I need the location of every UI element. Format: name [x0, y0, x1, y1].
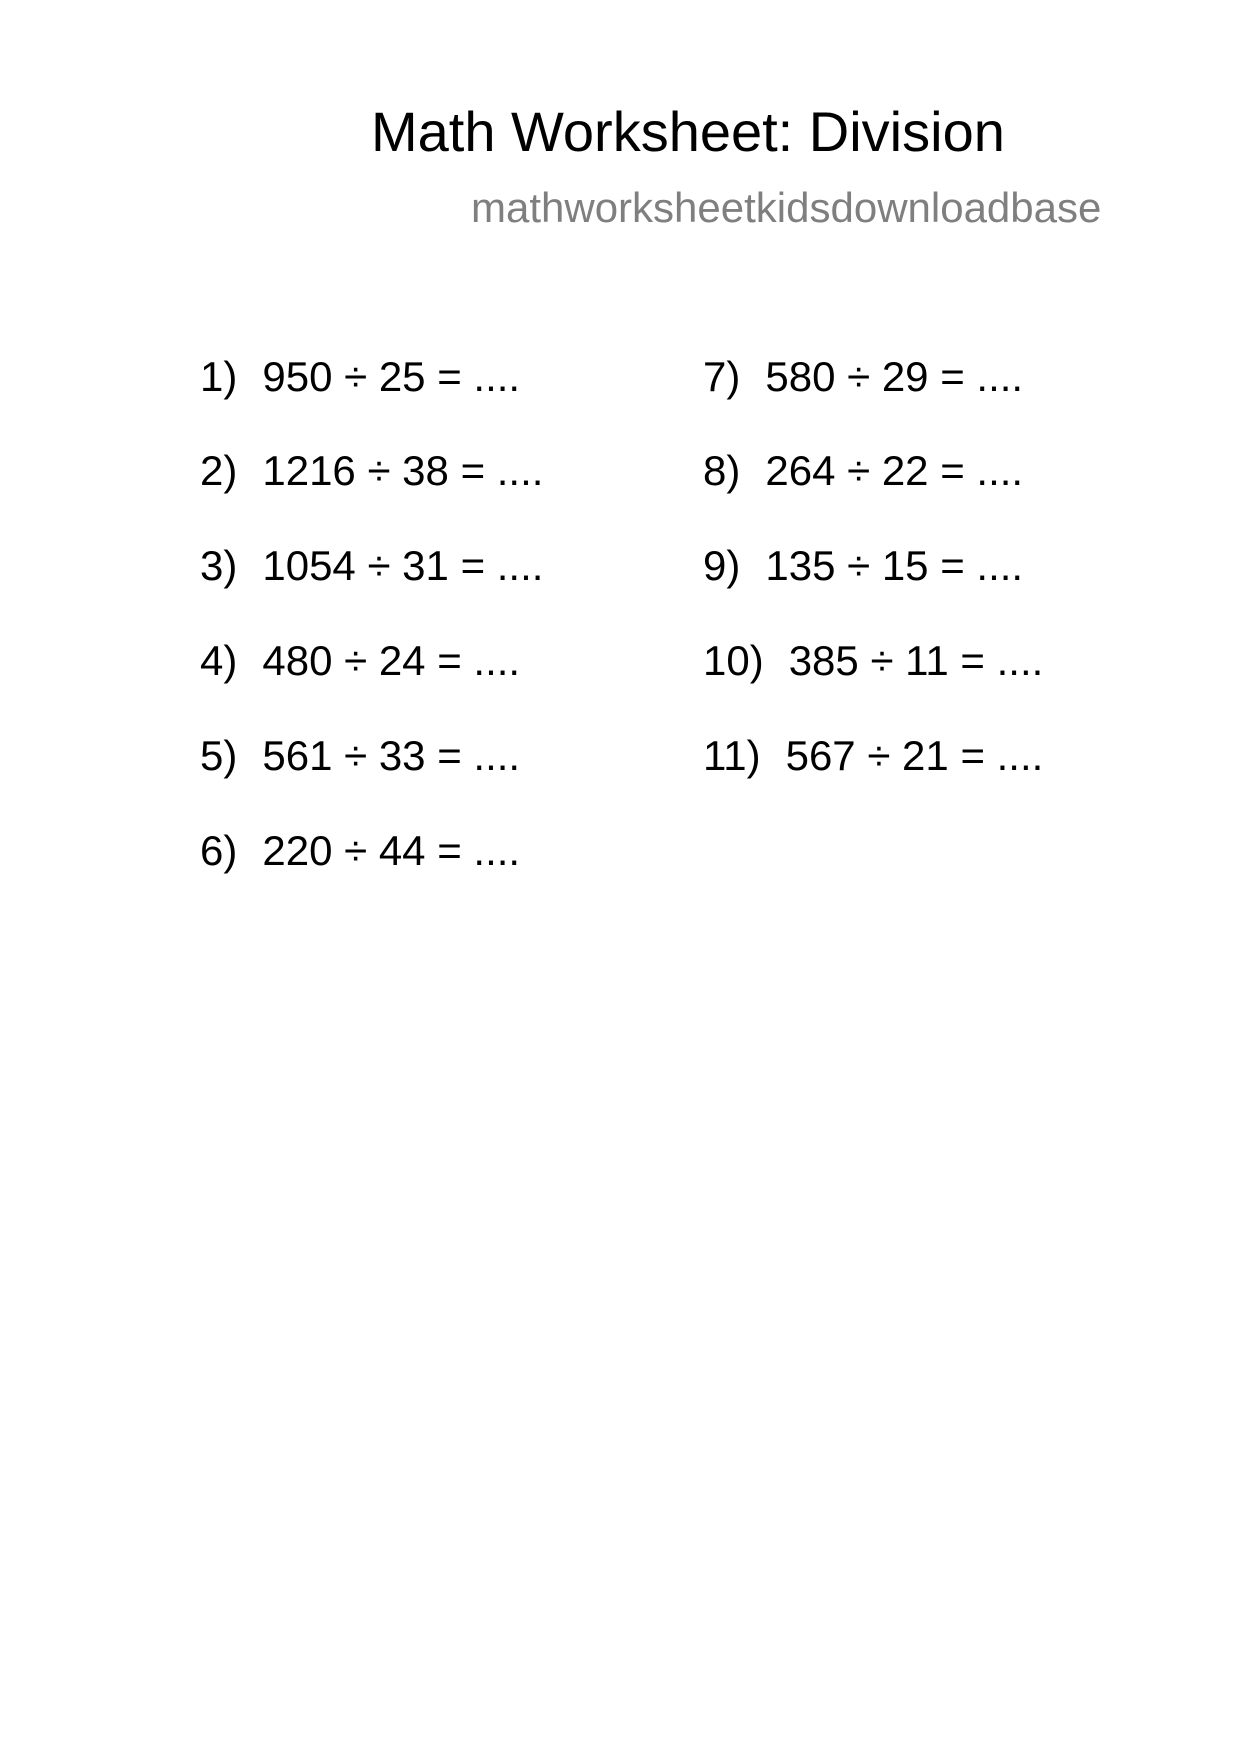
- problem-item: [200, 542, 543, 590]
- problem-number: 9): [703, 542, 741, 589]
- problem-item: [200, 827, 520, 875]
- problem-item: [703, 732, 1043, 780]
- problem-number: 3): [200, 542, 238, 589]
- problem-expression: 1216 ÷ 38 = ....: [262, 447, 544, 494]
- problem-item: [200, 353, 520, 401]
- problem-expression: 580 ÷ 29 = ....: [765, 353, 1024, 400]
- problem-number: 2): [200, 447, 238, 494]
- problem-expression: 135 ÷ 15 = ....: [765, 542, 1024, 589]
- problem-number: 6): [200, 827, 238, 874]
- problem-item: [703, 447, 1023, 495]
- problem-item: [200, 637, 520, 685]
- problem-expression: 480 ÷ 24 = ....: [262, 637, 521, 684]
- problem-number: 7): [703, 353, 741, 400]
- problem-number: 11): [703, 732, 761, 779]
- problem-item: [703, 353, 1023, 401]
- problem-number: 5): [200, 732, 238, 779]
- problem-number: 10): [703, 637, 764, 684]
- page-subtitle: mathworksheetkidsdownloadbase: [471, 184, 1102, 231]
- problem-number: 1): [200, 353, 238, 400]
- problem-number: 4): [200, 637, 238, 684]
- problem-expression: 385 ÷ 11 = ....: [788, 637, 1044, 684]
- problem-expression: 567 ÷ 21 = ....: [785, 732, 1044, 779]
- problem-expression: 220 ÷ 44 = ....: [262, 827, 521, 874]
- problem-item: [200, 732, 520, 780]
- problem-expression: 561 ÷ 33 = ....: [262, 732, 521, 779]
- problem-number: 8): [703, 447, 741, 494]
- problem-expression: 264 ÷ 22 = ....: [765, 447, 1024, 494]
- problem-item: [200, 447, 543, 495]
- problem-item: [703, 637, 1043, 685]
- problem-expression: 1054 ÷ 31 = ....: [262, 542, 544, 589]
- page-title: Math Worksheet: Division: [371, 100, 1005, 163]
- problem-item: [703, 542, 1023, 590]
- problem-expression: 950 ÷ 25 = ....: [262, 353, 521, 400]
